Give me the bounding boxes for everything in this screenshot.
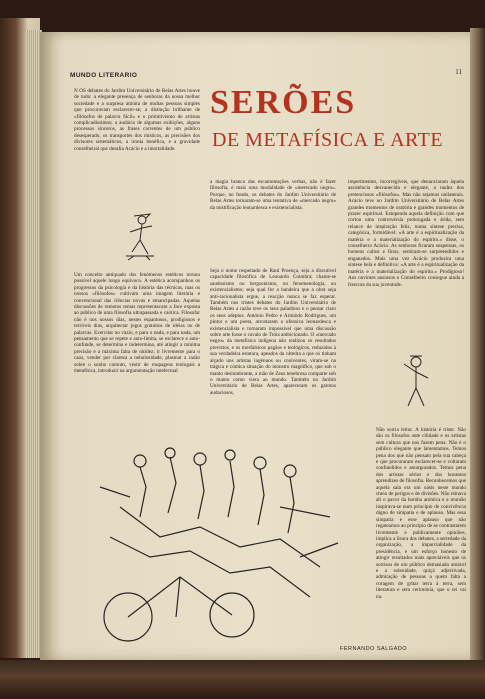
article-title-line1: SERÕES — [210, 84, 357, 121]
column2-top-text — [210, 179, 336, 211]
column1-top-paragraph: N OS debates do Jardim Universitário de Belas Artes houve de tudo: a elegante presença de senhoras da nossa melhor sociedade e a surpresa atónita de multas pessoas simples que procuravam esclarecer-se; a distinção brilhante de «filósofos de palavra fácil» e o primitivismo de artistas complicadíssimos; a audácia de algumas exibições, alguns processos sinceros, as frases correntes de um público desesperado, os transportes dos místicos, as precisões dos divisores sistemáticos, a ironia benéfica, e a gravidade conselheiral que desafia Acácio e a imortalidade. — [74, 88, 200, 152]
column1-top-text — [74, 88, 200, 152]
column1-bottom-paragraph: Um conceito antiquado dos fenómenos estéticos tornou possível aquele longo equívoco. A estética acompanhou os progressos da psicologia e da história das técnicas, mas os nossos «filósofos» cultivam uma imagem literária e convencional das ciências novas e emancipadas. Aquelas discussões de remotos temas representavam a face exposta ao público de uma filosofia ultrapassada e caótica. Filosofar não é nos nossos dias, nestes espantosos, prodigiosos e terríveis dias, arquitectar jogos gratuitos de ideias ou de palavras. Exercitar no vazio, e para o nada, e para nada, um pensamento que se repete e auto-limita, se esclarece e auto-confunde, se determina e indetermina, até atingir a mínima precisão e a máxima falta de nitidez; ir livremente para o caos, vender por clareza a nebulosidade, plasmar a razão sobre o sonho comum, vestir de roupagens teologais a metafísica, introduzir na argumentação intelectual — [74, 272, 200, 375]
crowd-bicycle-illustration — [80, 447, 342, 647]
page-header: MUNDO LITERARIO — [70, 72, 138, 79]
article-title-line2: DE METAFÍSICA E ARTE — [212, 129, 444, 151]
column2-top-paragraph: a magia branca das escamoteações verbas, não é fazer filosofia, é mais uma modalidade de «merecado negro». Porque, no fundo, os debates do Jardim Universitário de Belas Artes tornaram-se uma tentativa de «mercado negro» da mistificação leonardesca e existencialista. — [210, 179, 336, 211]
table-surface — [0, 660, 485, 699]
page-number: 11 — [455, 68, 462, 76]
waving-figure-illustration — [396, 352, 436, 412]
column2-bottom-text — [210, 268, 336, 396]
column3-bottom-paragraph: Não sorria leitor. A história é triste. Não são os filósofos ante cilidade e os artistas sem cultura que nos fazem pena. Não é o público elegante que lamentamos. Temos pena dos que não pensam pela sua cabeça e que procuraram esclarecer-se e voltaram confundidos e amargurados. Temos pena dos artistas sérios e dos honestos aprendizes de filosofia. Reconhecemos que aquela sala era um oásis neste mundo cheio de perigos e de divisões. Não reinava ali o pavor da bomba atómica e a reunião inspirava-se num princípio de convivência digno de simpatia e de aplauso. Mas essa simpatia e esse aplauso que não regateamos ao princípio de se contrastarem livremente e publicamente opiniões, implica a lisura dos debates, a seriedade da organização, a imparcialidade da presidência, e um esforço honesto de atingir resultados mais apreciáveis que os sorrisos de um público demasiado amável e a solenidade, quiçá adjectivada, admiração de pessoas a quem falta a coragem de gritar terra à terra, sem literatura e sem cerimónia, que o rei vai nu. — [376, 427, 466, 600]
small-figure-illustration — [120, 212, 160, 264]
magazine-page — [40, 32, 470, 660]
column3-top-text — [348, 179, 464, 288]
column3-top-paragraph: impertinentes, incorregíveis, que denunciaram àquela assistência desvanecida e elegante, a nudez dos pretenciosos «filósofos». Mas não sejamos unilaterais. Acácio teve no Jardim Universitário de Belas Artes grandes momentos de oratória e grandes momentos de prazer espiritual. Estupenda aquela definição com que cortou uma controvérsia prolongada e árida, sem relance de inspiração feliz, numa síntese precisa, categórica, formidável: «A arte é a espiritualização da matéria e a materialização do espírito.» disse, o conselheiro Acácio. As senhoras ficaram suspensas, os homens cultos e finos, sentiram-se surpreendidos e enganados. Mais uma vez Acácio produzira uma síntese bela e definitiva: «A arte é a espiritualização da matéria e a materialização do espírito.» Prodigioso! Aos ouvintes ansiosos o Conselheiro consegue ainda a frescura da sua juventude. — [348, 179, 464, 288]
author-signature: FERNANDO SALGADO — [340, 646, 407, 652]
column2-bottom-paragraph: Seja o nome respeitado de Raul Proença, seja a discutível capacidade filosófica de Leonardo Coimbra; chame-se saudosismo ou bergsonismo, ou fenomenologia, ou existencialismo; seja qual for a bandeira que a obra seja anti-racionalista ergue, a reacção nunca se faz esperar. Também nos tristes debates do Jardim Universitário de Belas Artes a razão teve os seus paladinos e o pensar claro os seus adeptos. António Pedro e Armindo Rodrigues, um pintor e um poeta, arrostaram a ofensiva leonardesca e existencialista e tornaram impossível que uma discussão sobre arte fosse o cavalo de Tróia ambicionado. O «mercado negro» da metafísica indígena não realizou os resultados previstos, e os morfalsicos pagãos e teológicos, reduzidos à sua verdadeira estatura, apeados da cátedra a que os tinham alçado uns artistas ingénuos ou coniventes, viram-se na trágica e cómica situação do monstro magnífico, que sob o manto deslumbrante, a mão de Zeus tenebrosa comparte sob o manto como viera ao mundo. Também no Jardim Universitário de Belas Artes, apareceram os garotos audaciosos, — [210, 268, 336, 396]
column3-bottom-text — [376, 427, 466, 600]
book-edge-right — [470, 28, 485, 668]
column1-bottom-text — [74, 272, 200, 375]
